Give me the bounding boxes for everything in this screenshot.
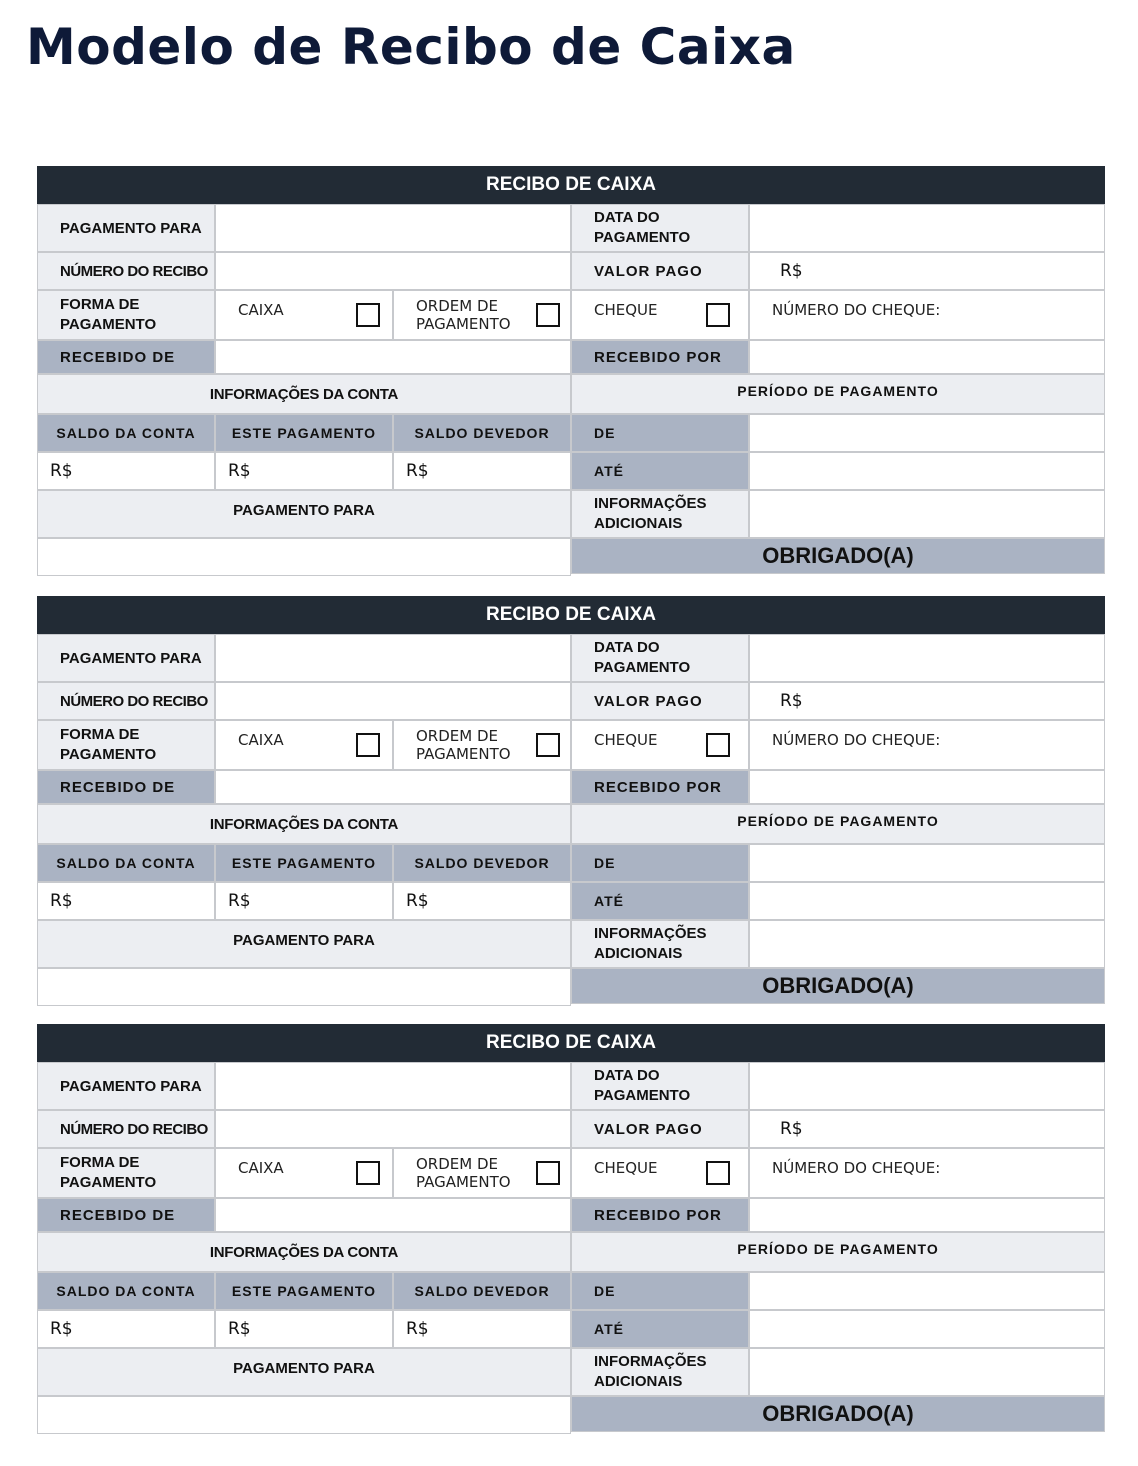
check-number-field[interactable] (749, 290, 1105, 340)
cash-receipt-1 (37, 166, 1105, 576)
period-to-label: ATÉ (571, 1310, 749, 1348)
additional-info-label: INFORMAÇÕES ADICIONAIS (571, 1348, 749, 1396)
account-info-heading: INFORMAÇÕES DA CONTA (37, 1232, 571, 1272)
payment-to-label: PAGAMENTO PARA (37, 1062, 215, 1110)
payment-date-label: DATA DO PAGAMENTO (571, 204, 749, 252)
thanks-banner: OBRIGADO(A) (571, 1396, 1105, 1432)
option-check[interactable] (571, 1148, 749, 1198)
received-by-label: RECEBIDO POR (571, 770, 749, 804)
received-from-field[interactable] (215, 1198, 571, 1232)
check-number-label: NÚMERO DO CHEQUE: (772, 1159, 941, 1177)
option-money-order-label: ORDEM DE PAGAMENTO (416, 297, 511, 333)
payment-date-label: DATA DO PAGAMENTO (571, 634, 749, 682)
payment-date-field[interactable] (749, 204, 1105, 252)
receipt-header: RECIBO DE CAIXA (37, 166, 1105, 204)
option-money-order[interactable] (393, 720, 571, 770)
period-to-label: ATÉ (571, 452, 749, 490)
currency-symbol: R$ (406, 891, 429, 911)
account-info-heading: INFORMAÇÕES DA CONTA (37, 374, 571, 414)
account-balance-label: SALDO DA CONTA (37, 844, 215, 882)
receipt-number-field[interactable] (215, 252, 571, 290)
payment-method-label: FORMA DE PAGAMENTO (37, 720, 215, 770)
payment-method-label: FORMA DE PAGAMENTO (37, 290, 215, 340)
check-checkbox[interactable] (706, 733, 730, 757)
cash-receipt-2 (37, 596, 1105, 1006)
period-from-label: DE (571, 1272, 749, 1310)
option-check-label: CHEQUE (594, 1159, 658, 1177)
received-by-field[interactable] (749, 340, 1105, 374)
payment-to-heading: PAGAMENTO PARA (37, 1348, 571, 1396)
account-balance-field[interactable] (37, 452, 215, 490)
money-order-checkbox[interactable] (536, 303, 560, 327)
cash-checkbox[interactable] (356, 1161, 380, 1185)
payment-date-field[interactable] (749, 634, 1105, 682)
account-balance-label: SALDO DA CONTA (37, 1272, 215, 1310)
payment-to-field[interactable] (215, 634, 571, 682)
check-number-label: NÚMERO DO CHEQUE: (772, 731, 941, 749)
received-by-field[interactable] (749, 1198, 1105, 1232)
period-to-field[interactable] (749, 1310, 1105, 1348)
payment-to-field[interactable] (215, 204, 571, 252)
payment-to-label: PAGAMENTO PARA (37, 204, 215, 252)
option-check-label: CHEQUE (594, 301, 658, 319)
currency-symbol: R$ (228, 1319, 251, 1339)
payment-to-field[interactable] (215, 1062, 571, 1110)
payment-method-label: FORMA DE PAGAMENTO (37, 1148, 215, 1198)
check-number-label: NÚMERO DO CHEQUE: (772, 301, 941, 319)
additional-info-label: INFORMAÇÕES ADICIONAIS (571, 490, 749, 538)
account-balance-field[interactable] (37, 882, 215, 920)
this-payment-label: ESTE PAGAMENTO (215, 1272, 393, 1310)
option-check[interactable] (571, 720, 749, 770)
additional-info-field[interactable] (749, 920, 1105, 968)
balance-due-label: SALDO DEVEDOR (393, 844, 571, 882)
received-from-label: RECEBIDO DE (37, 770, 215, 804)
this-payment-label: ESTE PAGAMENTO (215, 844, 393, 882)
payment-to-notes-field[interactable] (37, 1396, 571, 1434)
payment-to-heading: PAGAMENTO PARA (37, 920, 571, 968)
balance-due-field[interactable] (393, 1310, 571, 1348)
balance-due-field[interactable] (393, 452, 571, 490)
amount-paid-label: VALOR PAGO (571, 682, 749, 720)
option-cash[interactable] (215, 720, 393, 770)
received-from-label: RECEBIDO DE (37, 1198, 215, 1232)
currency-symbol: R$ (50, 461, 73, 481)
received-from-label: RECEBIDO DE (37, 340, 215, 374)
option-money-order[interactable] (393, 290, 571, 340)
check-number-field[interactable] (749, 1148, 1105, 1198)
payment-period-heading: PERÍODO DE PAGAMENTO (571, 804, 1105, 844)
currency-symbol: R$ (228, 891, 251, 911)
this-payment-field[interactable] (215, 452, 393, 490)
additional-info-field[interactable] (749, 490, 1105, 538)
account-balance-label: SALDO DA CONTA (37, 414, 215, 452)
currency-symbol: R$ (780, 261, 803, 281)
currency-symbol: R$ (228, 461, 251, 481)
currency-symbol: R$ (780, 1119, 803, 1139)
balance-due-label: SALDO DEVEDOR (393, 414, 571, 452)
money-order-checkbox[interactable] (536, 1161, 560, 1185)
receipt-number-field[interactable] (215, 1110, 571, 1148)
option-cash-label: CAIXA (238, 301, 284, 319)
currency-symbol: R$ (50, 1319, 73, 1339)
option-cash-label: CAIXA (238, 1159, 284, 1177)
option-cash-label: CAIXA (238, 731, 284, 749)
cash-receipt-3 (37, 1024, 1105, 1434)
check-checkbox[interactable] (706, 1161, 730, 1185)
amount-paid-field[interactable] (749, 252, 1105, 290)
payment-date-field[interactable] (749, 1062, 1105, 1110)
payment-to-notes-field[interactable] (37, 968, 571, 1006)
payment-date-label: DATA DO PAGAMENTO (571, 1062, 749, 1110)
period-to-field[interactable] (749, 882, 1105, 920)
payment-to-label: PAGAMENTO PARA (37, 634, 215, 682)
option-money-order[interactable] (393, 1148, 571, 1198)
balance-due-label: SALDO DEVEDOR (393, 1272, 571, 1310)
this-payment-field[interactable] (215, 882, 393, 920)
option-cash[interactable] (215, 290, 393, 340)
received-by-field[interactable] (749, 770, 1105, 804)
receipt-number-label: NÚMERO DO RECIBO (37, 682, 215, 720)
receipt-number-label: NÚMERO DO RECIBO (37, 1110, 215, 1148)
received-from-field[interactable] (215, 340, 571, 374)
thanks-banner: OBRIGADO(A) (571, 538, 1105, 574)
period-to-label: ATÉ (571, 882, 749, 920)
payment-period-heading: PERÍODO DE PAGAMENTO (571, 374, 1105, 414)
amount-paid-label: VALOR PAGO (571, 252, 749, 290)
amount-paid-field[interactable] (749, 682, 1105, 720)
receipt-header: RECIBO DE CAIXA (37, 596, 1105, 634)
amount-paid-field[interactable] (749, 1110, 1105, 1148)
account-balance-field[interactable] (37, 1310, 215, 1348)
additional-info-label: INFORMAÇÕES ADICIONAIS (571, 920, 749, 968)
amount-paid-label: VALOR PAGO (571, 1110, 749, 1148)
received-by-label: RECEBIDO POR (571, 1198, 749, 1232)
period-from-field[interactable] (749, 1272, 1105, 1310)
currency-symbol: R$ (406, 1319, 429, 1339)
check-checkbox[interactable] (706, 303, 730, 327)
option-check[interactable] (571, 290, 749, 340)
this-payment-field[interactable] (215, 1310, 393, 1348)
thanks-banner: OBRIGADO(A) (571, 968, 1105, 1004)
currency-symbol: R$ (50, 891, 73, 911)
receipt-number-field[interactable] (215, 682, 571, 720)
cash-checkbox[interactable] (356, 303, 380, 327)
payment-to-notes-field[interactable] (37, 538, 571, 576)
receipt-number-label: NÚMERO DO RECIBO (37, 252, 215, 290)
this-payment-label: ESTE PAGAMENTO (215, 414, 393, 452)
option-check-label: CHEQUE (594, 731, 658, 749)
receipt-header: RECIBO DE CAIXA (37, 1024, 1105, 1062)
balance-due-field[interactable] (393, 882, 571, 920)
period-from-field[interactable] (749, 414, 1105, 452)
received-from-field[interactable] (215, 770, 571, 804)
page-title: Modelo de Recibo de Caixa (26, 18, 796, 76)
option-money-order-label: ORDEM DE PAGAMENTO (416, 727, 511, 763)
period-from-label: DE (571, 844, 749, 882)
cash-checkbox[interactable] (356, 733, 380, 757)
period-from-label: DE (571, 414, 749, 452)
currency-symbol: R$ (406, 461, 429, 481)
payment-period-heading: PERÍODO DE PAGAMENTO (571, 1232, 1105, 1272)
period-from-field[interactable] (749, 844, 1105, 882)
period-to-field[interactable] (749, 452, 1105, 490)
payment-to-heading: PAGAMENTO PARA (37, 490, 571, 538)
additional-info-field[interactable] (749, 1348, 1105, 1396)
money-order-checkbox[interactable] (536, 733, 560, 757)
received-by-label: RECEBIDO POR (571, 340, 749, 374)
account-info-heading: INFORMAÇÕES DA CONTA (37, 804, 571, 844)
option-money-order-label: ORDEM DE PAGAMENTO (416, 1155, 511, 1191)
option-cash[interactable] (215, 1148, 393, 1198)
currency-symbol: R$ (780, 691, 803, 711)
check-number-field[interactable] (749, 720, 1105, 770)
